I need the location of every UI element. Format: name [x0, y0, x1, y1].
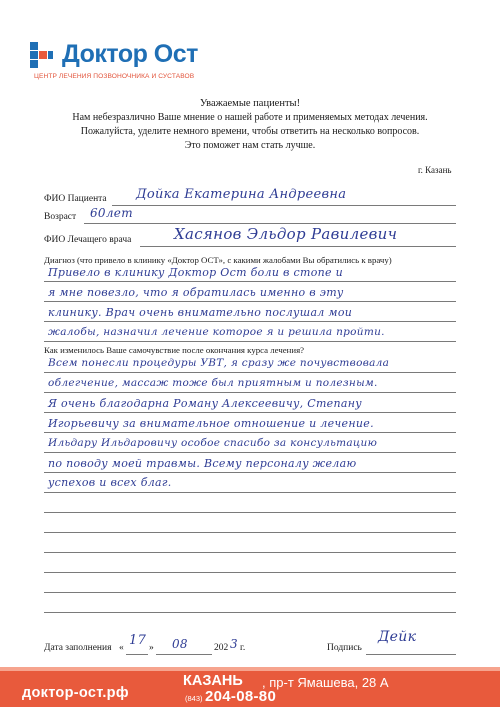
brand-name: Доктор Ост [62, 40, 198, 68]
date-label: Дата заполнения [44, 643, 112, 653]
date-month-value: 08 [172, 637, 188, 651]
feedback-line: Я очень благодарна Роману Алексеевичу, Степану [48, 397, 362, 410]
intro-line: Нам небезразлично Ваше мнение о нашей работе и применяемых методах лечения. [72, 112, 428, 123]
date-day-value: 17 [129, 633, 147, 648]
date-year-unit: г. [240, 643, 246, 653]
footer-address: , пр-т Ямашева, 28 А [262, 675, 389, 690]
intro-line: Пожалуйста, уделите немного времени, чтобы ответить на несколько вопросов. [80, 126, 420, 137]
date-year-prefix: 202 [214, 643, 229, 653]
phone-code: (843) [185, 694, 203, 703]
feedback-line: по поводу моей травмы. Всему персоналу желаю [48, 457, 357, 470]
date-open-quote: « [119, 643, 124, 653]
age-value: 60лет [90, 206, 133, 220]
patient-name-value: Дойка Екатерина Андреевна [136, 187, 347, 202]
diagnosis-line: жалобы, назначил лечение которое я и решила пройти. [48, 326, 385, 338]
website-link[interactable]: доктор-ост.рф [22, 685, 129, 701]
intro-line: Это поможет нам стать лучше. [184, 140, 316, 151]
patient-label: ФИО Пациента [44, 194, 107, 204]
doctor-name-value: Хасянов Эльдор Равилевич [174, 225, 398, 243]
diagnosis-line: клинику. Врач очень внимательно послушал мои [48, 306, 353, 319]
brand-tagline: ЦЕНТР ЛЕЧЕНИЯ ПОЗВОНОЧНИКА И СУСТАВОВ [34, 73, 195, 80]
greeting: Уважаемые пациенты! [199, 98, 301, 109]
feedback-line: Ильдару Ильдаровичу особое спасибо за консультацию [48, 437, 378, 449]
medical-cross-icon [26, 40, 60, 74]
date-year-suffix: 3 [230, 637, 238, 651]
diagnosis-label: Диагноз (что привело в клинику «Доктор ОСТ», с какими жалобами Вы обратились к врачу) [44, 255, 392, 265]
age-label: Возраст [44, 212, 77, 222]
signature-value: Дейк [378, 629, 417, 645]
city-label: г. Казань [418, 165, 452, 175]
phone-number[interactable]: 204-08-80 [205, 688, 277, 705]
feedback-label: Как изменилось Ваше самочувствие после окончания курса лечения? [44, 345, 305, 355]
footer-city: КАЗАНЬ [183, 673, 243, 689]
doctor-label: ФИО Лечащего врача [44, 235, 132, 245]
diagnosis-line: я мне повезло, что я обратилась именно в эту [48, 286, 344, 299]
signature-label: Подпись [327, 643, 362, 653]
diagnosis-line: Привело в клинику Доктор Ост боли в стопе и [48, 266, 344, 279]
feedback-line: Всем понесли процедуры УВТ, я сразу же почувствовала [48, 357, 390, 369]
feedback-line: успехов и всех благ. [48, 476, 172, 489]
feedback-line: Игорьевичу за внимательное отношение и лечение. [48, 417, 374, 430]
date-close-quote: » [149, 643, 154, 653]
feedback-line: облегчение, массаж тоже был приятным и полезным. [48, 377, 378, 389]
